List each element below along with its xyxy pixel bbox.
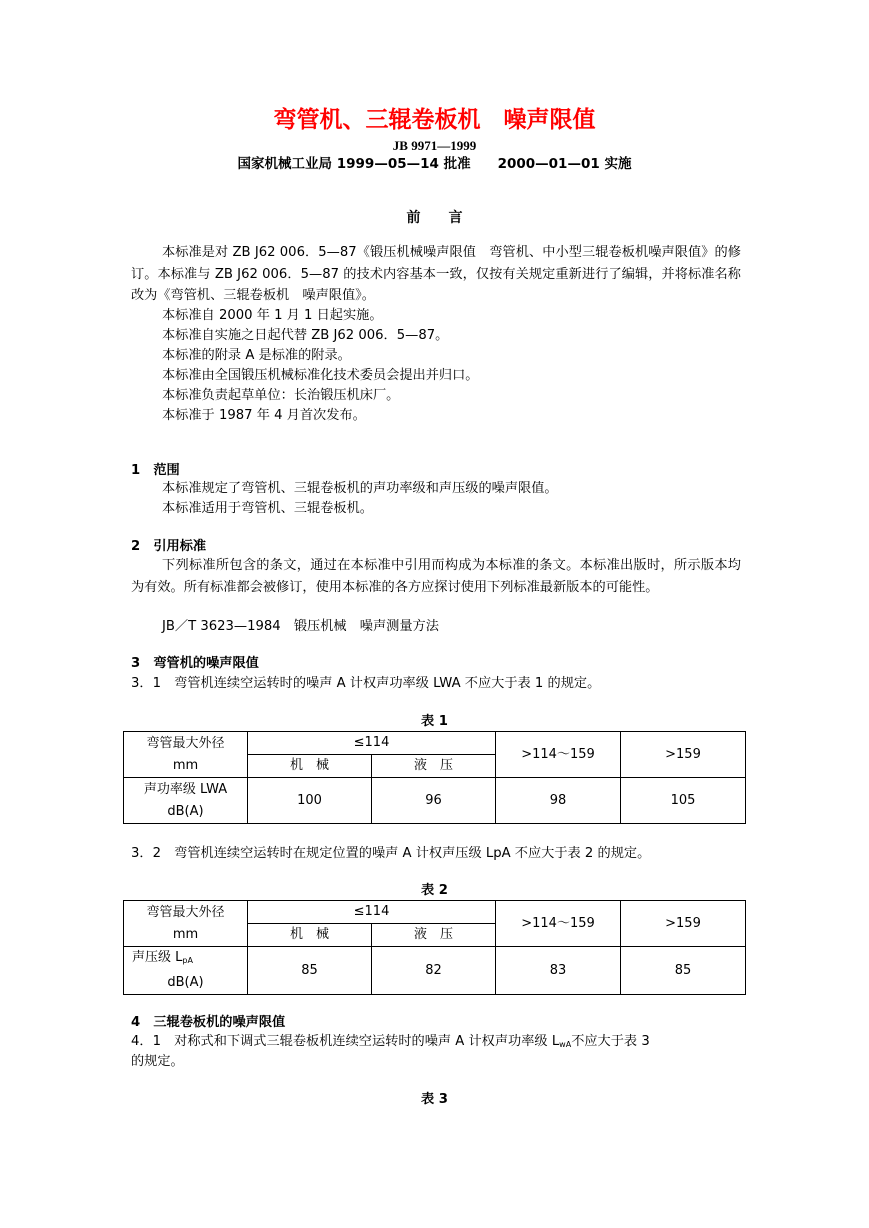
clause-text-continued: 的规定。 bbox=[131, 1054, 184, 1069]
value-label-main: 声压级 L bbox=[132, 950, 183, 965]
table-cell: 96 bbox=[372, 778, 496, 824]
clause-subscript: wA bbox=[559, 1040, 572, 1049]
value-label: 声功率级 LWA bbox=[143, 781, 228, 797]
table-header-cell: >114～159 bbox=[496, 732, 621, 778]
section-line: 本标准规定了弯管机、三辊卷板机的声功率级和声压级的噪声限值。 bbox=[162, 481, 558, 496]
table-caption: 表 1 bbox=[421, 714, 448, 729]
noise-table-1 bbox=[123, 731, 746, 824]
clause-text: 3．2 弯管机连续空运转时在规定位置的噪声 A 计权声压级 LpA 不应大于表 2 的规定。 bbox=[131, 846, 651, 861]
table-row-header bbox=[124, 778, 248, 824]
section-heading: 4 三辊卷板机的噪声限值 bbox=[131, 1015, 286, 1030]
table-row-header bbox=[124, 901, 248, 947]
table-cell: 82 bbox=[372, 947, 496, 995]
standard-number: JB 9971—1999 bbox=[392, 138, 477, 153]
document-title: 弯管机、三辊卷板机 噪声限值 bbox=[273, 107, 596, 133]
table-caption: 表 3 bbox=[421, 1092, 448, 1107]
clause-text-part: 4．1 对称式和下调式三辊卷板机连续空运转时的噪声 A 计权声功率级 L bbox=[131, 1034, 560, 1049]
preface-line: 本标准于 1987 年 4 月首次发布。 bbox=[162, 408, 366, 423]
table-header-cell: 液 压 bbox=[372, 755, 496, 778]
preface-line: 本标准由全国锻压机械标准化技术委员会提出并归口。 bbox=[162, 368, 479, 383]
value-unit: dB(A) bbox=[167, 803, 204, 819]
value-label bbox=[124, 947, 247, 972]
preface-line: 本标准负责起草单位：长治锻压机床厂。 bbox=[162, 388, 400, 403]
value-label-subscript: pA bbox=[182, 956, 193, 965]
section-heading: 2 引用标准 bbox=[131, 539, 207, 554]
value-unit: dB(A) bbox=[167, 975, 204, 990]
table-cell: 100 bbox=[248, 778, 372, 824]
section-heading: 3 弯管机的噪声限值 bbox=[131, 656, 259, 671]
table-header-cell: ≤114 bbox=[248, 901, 496, 924]
preface-paragraph: 本标准是对 ZB J62 006．5—87《锻压机械噪声限值 弯管机、中小型三辊卷板机噪声限值》的修订。本标准与 ZB J62 006．5—87 的技术内容基本一致，仅按有关规定重新进行了编辑，并将标准名称改为《弯管机、三辊卷板机 噪声限值》。 bbox=[131, 245, 741, 303]
table-row-header bbox=[124, 732, 248, 778]
table-cell: 83 bbox=[496, 947, 621, 995]
clause-text bbox=[131, 1032, 650, 1055]
table-cell: 98 bbox=[496, 778, 621, 824]
preface-line: 本标准自 2000 年 1 月 1 日起实施。 bbox=[162, 308, 383, 323]
table-header-cell: >159 bbox=[621, 901, 746, 947]
preface-line: 本标准自实施之日起代替 ZB J62 006．5—87。 bbox=[162, 328, 449, 343]
table-header-cell: >159 bbox=[621, 732, 746, 778]
clause-text: 3．1 弯管机连续空运转时的噪声 A 计权声功率级 LWA 不应大于表 1 的规定。 bbox=[131, 676, 601, 691]
row-header-unit: mm bbox=[172, 926, 199, 942]
preface-line: 本标准的附录 A 是标准的附录。 bbox=[162, 348, 351, 363]
table-row-header bbox=[124, 947, 248, 995]
table-header-cell: ≤114 bbox=[248, 732, 496, 755]
row-header-label: 弯管最大外径 bbox=[146, 904, 225, 920]
table-header-cell: 机 械 bbox=[248, 924, 372, 947]
reference-line: JB／T 3623—1984 锻压机械 噪声测量方法 bbox=[162, 619, 439, 634]
row-header-label: 弯管最大外径 bbox=[146, 735, 225, 751]
section-line: 本标准适用于弯管机、三辊卷板机。 bbox=[162, 501, 373, 516]
preface-heading: 前 言 bbox=[406, 210, 463, 226]
table-header-cell: 机 械 bbox=[248, 755, 372, 778]
row-header-unit: mm bbox=[172, 757, 199, 773]
section-paragraph: 下列标准所包含的条文，通过在本标准中引用而构成为本标准的条文。本标准出版时，所示版本均为有效。所有标准都会被修订，使用本标准的各方应探讨使用下列标准最新版本的可能性。 bbox=[131, 558, 741, 595]
section-heading: 1 范围 bbox=[131, 463, 180, 478]
noise-table-2 bbox=[123, 900, 746, 995]
table-header-cell: 液 压 bbox=[372, 924, 496, 947]
table-cell: 85 bbox=[248, 947, 372, 995]
clause-text-tail: 不应大于表 3 bbox=[571, 1034, 650, 1049]
approval-line: 国家机械工业局 1999—05—14 批准 2000—01—01 实施 bbox=[237, 156, 632, 172]
table-cell: 105 bbox=[621, 778, 746, 824]
table-caption: 表 2 bbox=[421, 883, 448, 898]
table-header-cell: >114～159 bbox=[496, 901, 621, 947]
table-cell: 85 bbox=[621, 947, 746, 995]
